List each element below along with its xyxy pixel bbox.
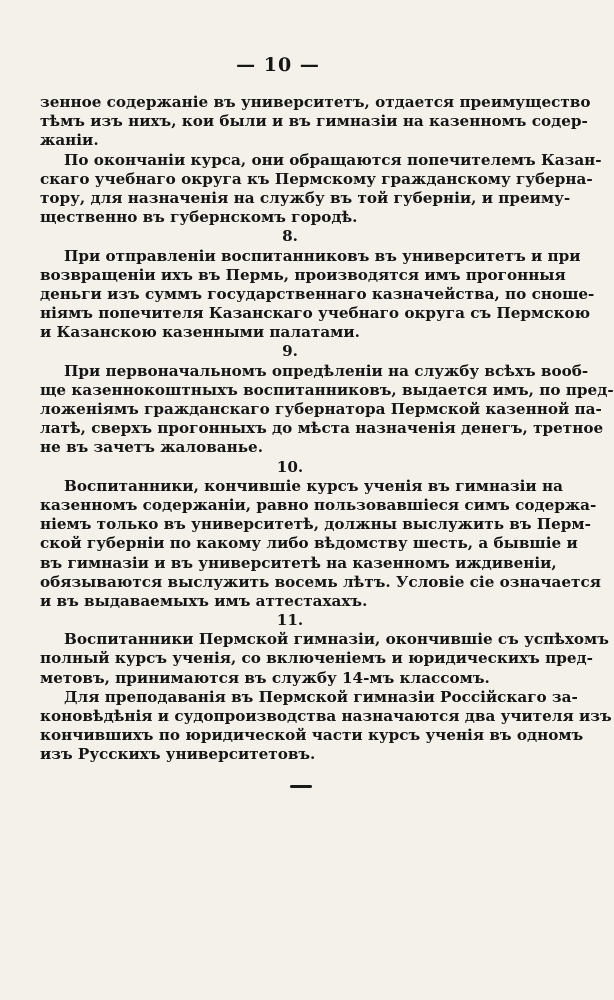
section-number: 10. xyxy=(276,457,304,476)
text-line: кончившихъ по юридической части курсъ ученія въ одномъ xyxy=(40,726,584,745)
text-line: ще казеннокоштныхъ воспитанниковъ, выдается имъ, по пред- xyxy=(40,380,614,399)
text-line: ской губерніи по какому либо вѣдомству шесть, а бывшіе и xyxy=(40,534,578,553)
text-line: При отправленіи воспитанниковъ въ университетъ и при xyxy=(64,246,581,265)
text-line: въ гимназіи и въ университетѣ на казенномъ иждивеніи, xyxy=(40,553,557,572)
text-line: При первоначальномъ опредѣленіи на службу всѣхъ вооб- xyxy=(64,361,589,380)
text-line: полный курсъ ученія, со включеніемъ и юридическихъ пред- xyxy=(40,649,593,668)
text-line: коновѣдѣнія и судопроизводства назначаются два учителя изъ xyxy=(40,707,612,725)
text-line: тѣмъ изъ нихъ, кои были и въ гимназіи на казенномъ содер- xyxy=(40,112,588,131)
text-line: По окончаніи курса, они обращаются попечителемъ Казан- xyxy=(64,150,602,169)
end-ornament xyxy=(290,785,312,788)
text-line: метовъ, принимаются въ службу 14-мъ классомъ. xyxy=(40,668,490,687)
text-line: ніемъ только въ университетѣ, должны выслужить въ Перм- xyxy=(40,515,591,534)
text-line: не въ зачетъ жалованье. xyxy=(40,438,263,457)
text-line: ложеніямъ гражданскаго губернатора Пермской казенной па- xyxy=(40,400,602,418)
body-text xyxy=(40,93,614,765)
text-line: изъ Русскихъ университетовъ. xyxy=(40,745,316,764)
text-line: Для преподаванія въ Пермской гимназіи Россійскаго за- xyxy=(64,687,578,706)
text-line: возвращеніи ихъ въ Пермь, производятся имъ прогонныя xyxy=(40,265,566,284)
text-line: тору, для назначенія на службу въ той губерніи, и преиму- xyxy=(40,188,571,207)
section-number: 11. xyxy=(276,611,304,630)
text-line: Воспитанники Пермской гимназіи, окончившіе съ успѣхомъ xyxy=(64,630,609,649)
text-line: скаго учебнаго округа къ Пермскому гражданскому губерна- xyxy=(40,169,593,188)
text-line: ніямъ попечителя Казанскаго учебнаго округа съ Пермскою xyxy=(40,304,591,323)
text-line: и Казанскою казенными палатами. xyxy=(40,323,360,342)
text-line: щественно въ губернскомъ городѣ. xyxy=(40,208,358,227)
text-line: жаніи. xyxy=(40,131,99,150)
text-line: обязываются выслужить восемь лѣтъ. Условіе сіе означается xyxy=(40,572,601,591)
page-header: — 10 — xyxy=(236,54,320,76)
text-line: казенномъ содержаніи, равно пользовавшіеся симъ содержа- xyxy=(40,495,597,514)
text-line: зенное содержаніе въ университетъ, отдается преимущество xyxy=(40,93,591,111)
section-number: 9. xyxy=(282,342,298,361)
text-line: Воспитанники, кончившіе курсъ ученія въ гимназіи на xyxy=(64,476,563,495)
section-number: 8. xyxy=(282,227,298,246)
text-line: деньги изъ суммъ государственнаго казначейства, по сноше- xyxy=(40,284,595,303)
text-line: и въ выдаваемыхъ имъ аттестахахъ. xyxy=(40,591,368,610)
text-line: латѣ, сверхъ прогонныхъ до мѣста назначенія денегъ, третное xyxy=(40,419,604,438)
